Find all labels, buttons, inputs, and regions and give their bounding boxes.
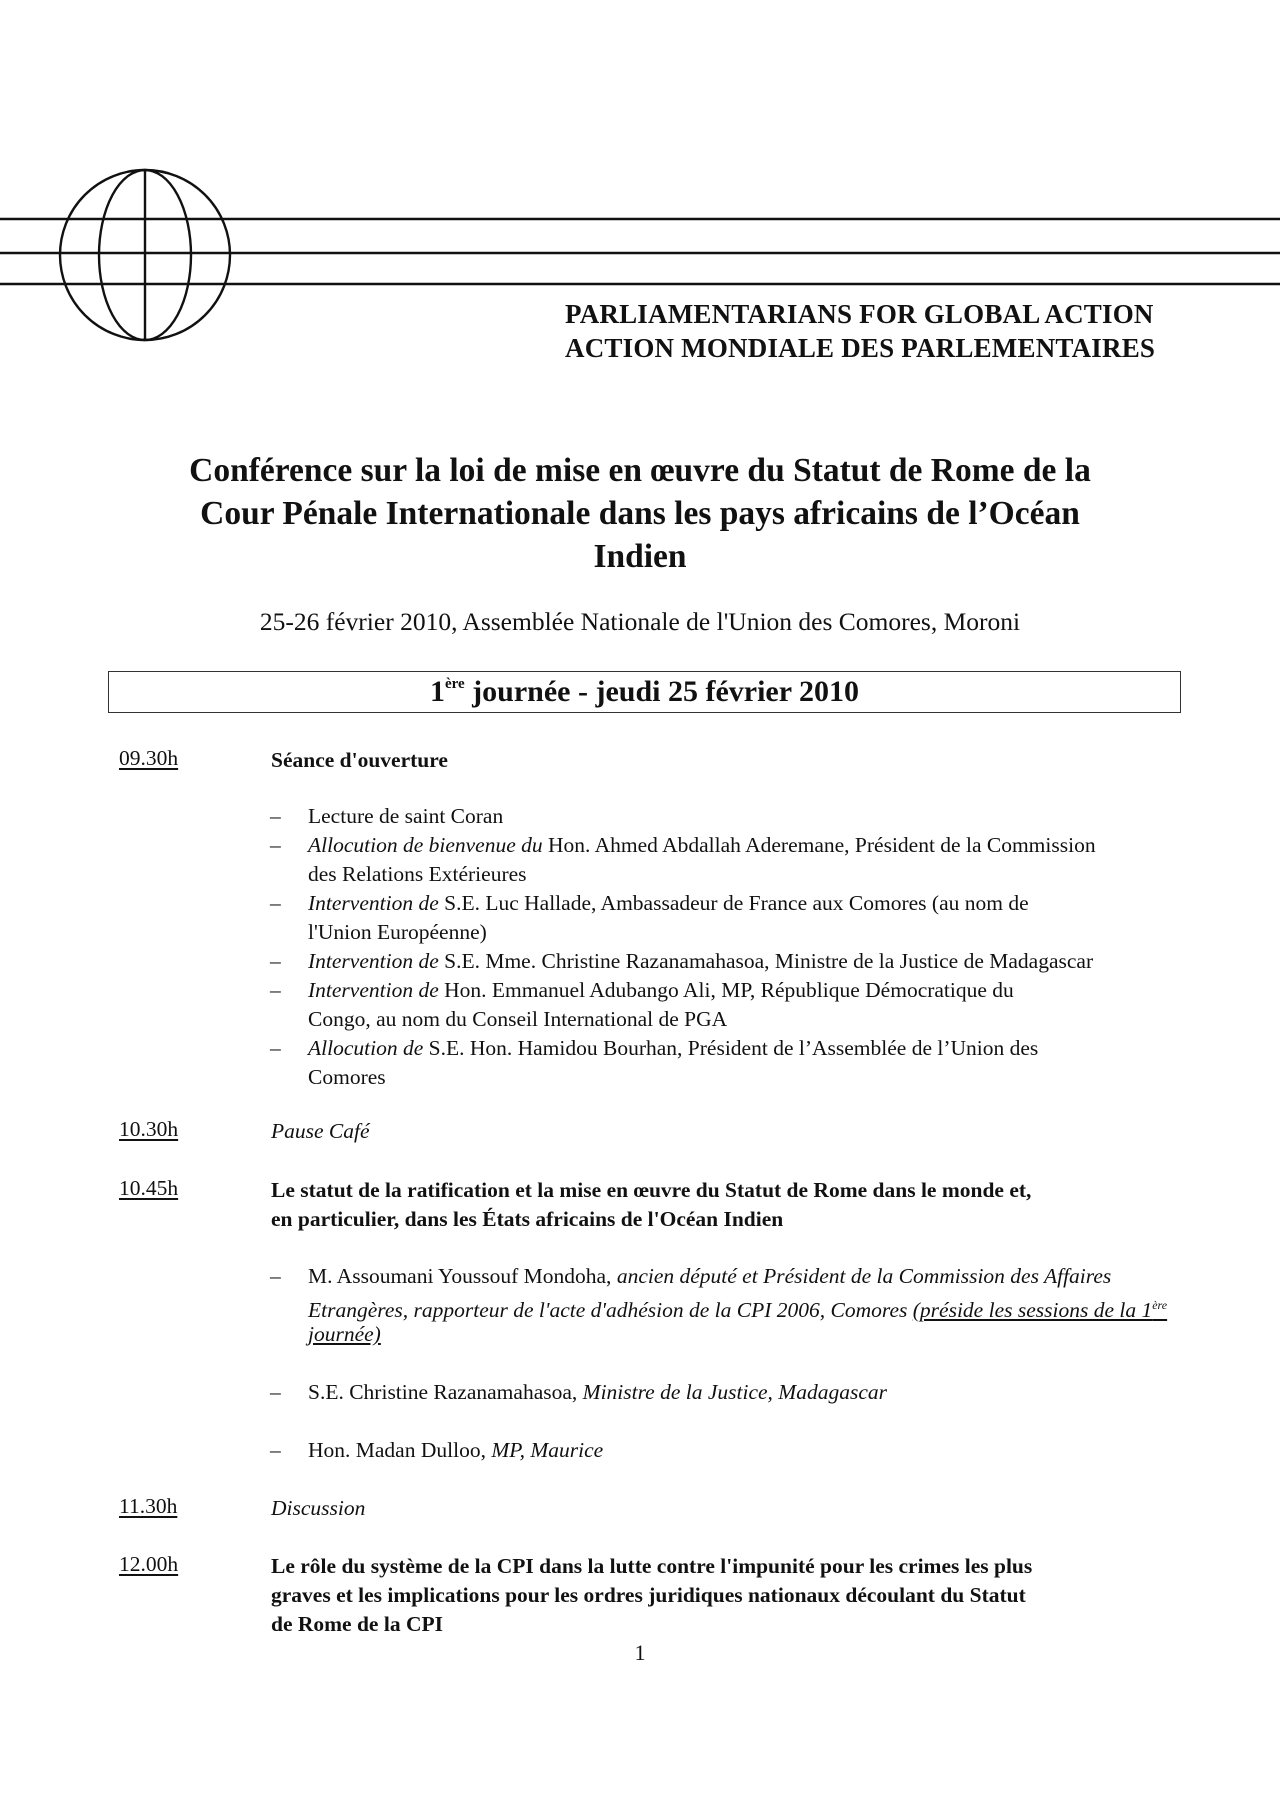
speaker-name: S.E. Christine Razanamahasoa, — [308, 1380, 578, 1404]
item-text: Hon. Emmanuel Adubango Ali, MP, République Démocratique du — [438, 978, 1014, 1002]
list-item — [270, 1262, 1169, 1291]
item-text: Comores — [308, 1065, 386, 1089]
day-superscript: ère — [444, 676, 465, 692]
session-time: 09.30h — [119, 746, 179, 770]
item-text: Congo, au nom du Conseil International de PGA — [308, 1007, 728, 1031]
session-time: 10.30h — [119, 1117, 179, 1141]
list-item-continuation — [308, 860, 1169, 889]
bullet-dash: – — [270, 1438, 281, 1462]
speaker-name: M. Assoumani Youssouf Mondoha, — [308, 1264, 612, 1288]
item-text: l'Union Européenne) — [308, 920, 487, 944]
organization-name — [565, 297, 1155, 365]
bullet-dash: – — [270, 1264, 281, 1288]
item-text: Lecture de saint Coran — [308, 804, 504, 828]
session-title: Discussion — [271, 1496, 366, 1520]
list-item — [270, 1436, 1169, 1465]
session-time: 11.30h — [119, 1494, 178, 1518]
session-title-line: graves et les implications pour les ordres juridiques nationaux découlant du Statut — [271, 1583, 1026, 1607]
list-item — [270, 831, 1169, 860]
speaker-note: (préside les sessions de la 1 — [912, 1298, 1153, 1323]
item-text: S.E. Hon. Hamidou Bourhan, Président de l’Assemblée de l’Union des — [423, 1036, 1039, 1060]
day-label: journée - jeudi 25 février 2010 — [464, 675, 860, 708]
item-text: S.E. Mme. Christine Razanamahasoa, Ministre de la Justice de Madagascar — [438, 949, 1094, 973]
day-heading-box — [108, 671, 1181, 713]
session-title-line: en particulier, dans les États africains de l'Océan Indien — [271, 1207, 784, 1231]
speaker-name: Hon. Madan Dulloo, — [308, 1438, 486, 1462]
list-item — [270, 1034, 1169, 1063]
bullet-dash: – — [270, 1036, 281, 1060]
bullet-dash: – — [270, 1380, 281, 1404]
item-role: Allocution de — [308, 1036, 424, 1060]
conference-title — [110, 449, 1170, 578]
org-name-english: PARLIAMENTARIANS FOR GLOBAL ACTION — [565, 299, 1154, 329]
item-text: des Relations Extérieures — [308, 862, 527, 886]
session-title-line: Le statut de la ratification et la mise en œuvre du Statut de Rome dans le monde et, — [271, 1178, 1032, 1202]
list-item-continuation — [308, 1063, 1169, 1092]
session-title-line: de Rome de la CPI — [271, 1612, 443, 1636]
bullet-dash: – — [270, 978, 281, 1002]
day-number: 1 — [429, 675, 445, 708]
page-number: 1 — [634, 1640, 646, 1665]
title-line: Cour Pénale Internationale dans les pays africains de l’Océan — [200, 495, 1080, 532]
list-item — [270, 947, 1169, 976]
speaker-note-superscript: ère — [1152, 1298, 1168, 1312]
session-time: 10.45h — [119, 1176, 179, 1200]
list-item — [270, 976, 1169, 1005]
item-role: Intervention de — [308, 949, 439, 973]
speaker-note: journée) — [308, 1322, 381, 1346]
session-title-line: Le rôle du système de la CPI dans la lutte contre l'impunité pour les crimes les plus — [271, 1554, 1033, 1578]
list-item — [270, 802, 1169, 831]
speaker-role: ancien député et Président de la Commission des Affaires — [611, 1264, 1112, 1288]
org-name-french: ACTION MONDIALE DES PARLEMENTAIRES — [565, 333, 1156, 363]
item-role: Intervention de — [308, 891, 439, 915]
title-line: Indien — [593, 538, 687, 575]
conference-date-location: 25-26 février 2010, Assemblée Nationale de l'Union des Comores, Moroni — [259, 607, 1021, 636]
list-item — [270, 1378, 1169, 1407]
list-item-continuation — [308, 1005, 1169, 1034]
list-item — [270, 889, 1169, 918]
bullet-dash: – — [270, 891, 281, 915]
session-title: Séance d'ouverture — [271, 748, 448, 772]
speaker-role: Ministre de la Justice, Madagascar — [577, 1380, 887, 1404]
speaker-role: Etrangères, rapporteur de l'acte d'adhésion de la CPI 2006, Comores — [308, 1298, 913, 1323]
item-text: S.E. Luc Hallade, Ambassadeur de France aux Comores (au nom de — [438, 891, 1029, 915]
list-item-continuation — [308, 918, 1169, 947]
session-title — [271, 1176, 1169, 1234]
bullet-dash: – — [270, 804, 281, 828]
title-line: Conférence sur la loi de mise en œuvre du Statut de Rome de la — [189, 452, 1091, 489]
session-title — [271, 1552, 1169, 1639]
speaker-role: MP, Maurice — [485, 1438, 604, 1462]
list-item-continuation — [308, 1320, 1169, 1349]
session-time: 12.00h — [119, 1552, 179, 1576]
item-role: Intervention de — [308, 978, 439, 1002]
session-title: Pause Café — [271, 1119, 370, 1143]
item-role: Allocution de bienvenue du — [308, 833, 543, 857]
item-text: Hon. Ahmed Abdallah Aderemane, Président de la Commission — [542, 833, 1096, 857]
bullet-dash: – — [270, 949, 281, 973]
bullet-dash: – — [270, 833, 281, 857]
